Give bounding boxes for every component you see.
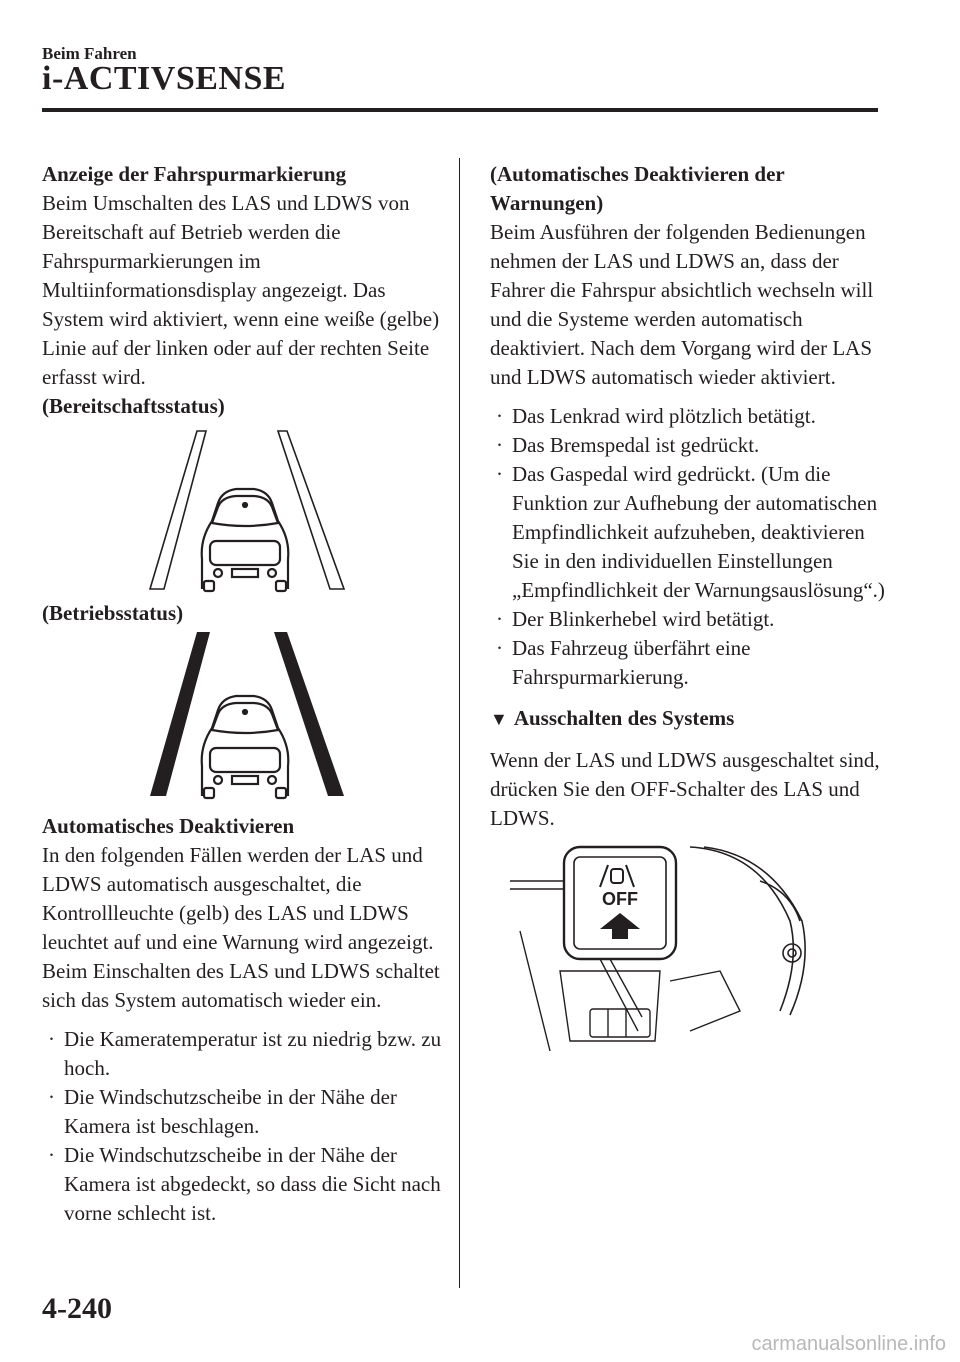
lane-line-left-outline [150, 431, 206, 589]
bullet-icon: · [496, 462, 503, 486]
heading-switch-off: ▼ Ausschalten des Systems [490, 706, 735, 730]
left-column [42, 160, 442, 1228]
list-item: · Das Lenkrad wird plötzlich betätigt. [490, 402, 890, 431]
bullet-icon: · [48, 1027, 55, 1051]
section-label: Beim Fahren [42, 44, 137, 63]
label-standby-status: (Bereitschaftsstatus) [42, 394, 225, 418]
list-item: · Das Fahrzeug überfährt eine Fahrspurmarkierung. [496, 636, 751, 689]
lane-line-right-solid [274, 632, 344, 796]
off-switch-label: OFF [602, 889, 638, 909]
page-number: 4-240 [42, 1292, 112, 1325]
list-item: · Das Bremspedal ist gedrückt. [490, 431, 890, 460]
standby-status-illustration [42, 421, 442, 599]
title-rule [42, 108, 878, 112]
bullet-icon: · [496, 433, 503, 457]
label-active-status: (Betriebsstatus) [42, 601, 184, 625]
car-rear-icon [202, 696, 289, 798]
bullet-icon: · [496, 607, 503, 631]
list-item: · Die Windschutzscheibe in der Nähe der Kamera ist beschlagen. [48, 1085, 397, 1138]
active-status-illustration [42, 628, 442, 804]
list-item: · Das Gaspedal wird gedrückt. (Um die Funktion zur Aufhebung der automatischen Empfindlichkeit aufzuheben, deaktivieren Sie in den individuellen Einstellungen „Empfindlichkeit der Warnungsauslösung“.) [496, 462, 885, 602]
paragraph-switch-off: Wenn der LAS und LDWS ausgeschaltet sind, drücken Sie den OFF-Schalter des LAS und LDWS. [490, 748, 880, 830]
heading-warning-suppression: (Automatisches Deaktivieren der Warnungen) [490, 162, 785, 215]
chapter-title: i-ACTIVSENSE [42, 60, 287, 97]
list-item: · Die Windschutzscheibe in der Nähe der Kamera ist abgedeckt, so dass die Sicht nach vorne schlecht ist. [48, 1143, 441, 1225]
right-column [490, 160, 890, 1091]
bullet-icon: · [496, 636, 503, 660]
bullet-icon: · [496, 404, 503, 428]
pointer-line [600, 959, 642, 1031]
steering-wheel-outline [690, 847, 805, 1015]
paragraph-warning-suppression: Beim Ausführen der folgenden Bedienungen nehmen der LAS und LDWS an, dass der Fahrer die Fahrspur absichtlich wechseln will und die Systeme werden automatisch deaktiviert. Nach dem Vorgang wird der LAS und LDWS automatisch wieder aktiviert. [490, 220, 874, 389]
triangle-marker-icon: ▼ [490, 709, 508, 729]
paragraph-auto-deactivation: In den folgenden Fällen werden der LAS und LDWS automatisch ausgeschaltet, die Kontrollleuchte (gelb) des LAS und LDWS leuchtet auf und eine Warnung wird angezeigt. Beim Einschalten des LAS und LDWS schaltet sich das System automatisch wieder ein. [42, 843, 440, 1012]
column-divider [459, 158, 460, 1288]
bullet-icon: · [48, 1143, 55, 1167]
paragraph-lane-display: Beim Umschalten des LAS und LDWS von Bereitschaft auf Betrieb werden die Fahrspurmarkierungen im Multiinformationsdisplay angezeigt. Das System wird aktiviert, wenn eine weiße (gelbe) Linie auf der linken oder auf der rechten Seite erfasst wird. [42, 191, 440, 389]
car-rear-icon [202, 489, 289, 591]
heading-lane-display: Anzeige der Fahrspurmarkierung [42, 162, 347, 186]
off-switch-illustration [490, 841, 890, 1091]
heading-auto-deactivation: Automatisches Deaktivieren [42, 814, 295, 838]
list-warning-suppression [490, 402, 890, 692]
list-item: · Die Kameratemperatur ist zu niedrig bzw. zu hoch. [48, 1027, 442, 1080]
watermark: carmanualsonline.info [751, 1333, 946, 1355]
list-auto-deactivation [42, 1025, 442, 1228]
bullet-icon: · [48, 1085, 55, 1109]
list-item: · Der Blinkerhebel wird betätigt. [490, 605, 890, 634]
